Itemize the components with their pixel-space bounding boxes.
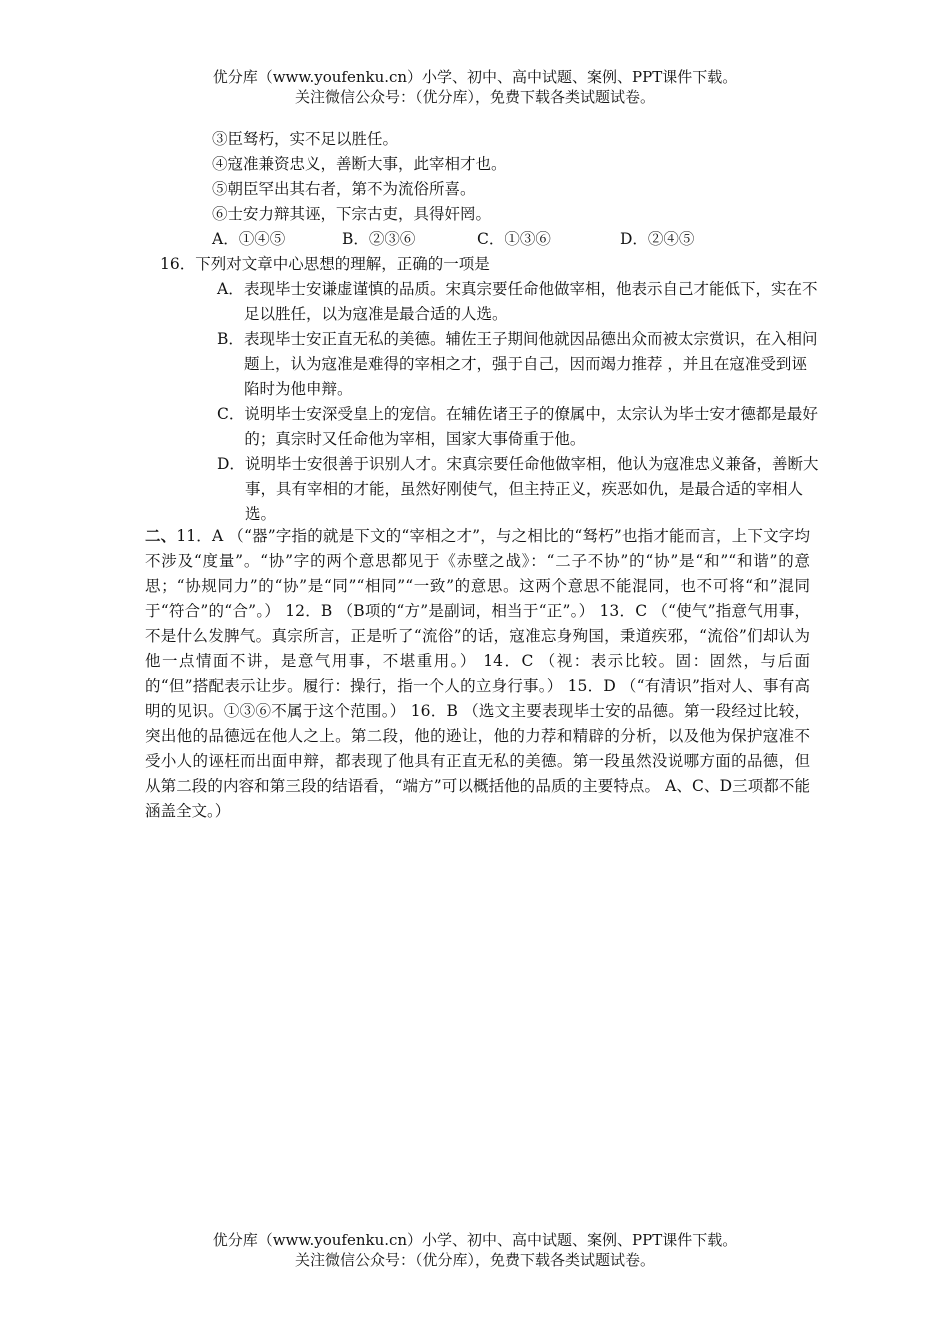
q16-option-d: [217, 452, 820, 527]
answer-text: 11．A （“器”字指的就是下文的“宰相之才”，与之相比的“驽朽”也指才能而言，上下文字均不涉及“度量”。“协”字的两个意思都见于《赤壁之战》：“二子不协”的“协”是“和”“和谐”的意思；“协规同力”的“协”是“同”“相同”“一致”的意思。这两个意思不能混同，也不可将“和”混同于“符合”的“合”。） 12．B （B项的“方”是副词，相当于“正”。） 13．C （“使气”指意气用事，不是什么发脾气。真宗所言，正是听了“流俗”的话，寇准忘身殉国，秉道疾邪，“流俗”们却认为他一点情面不讲，是意气用事，不堪重用。） 14．C （视：表示比较。固：固然，与后面的“但”搭配表示让步。履行：操行，指一个人的立身行事。） 15．D （“有清识”指对人、事有高明的见识。①③⑥不属于这个范围。） 16．B （选文主要表现毕士安的品德。第一段经过比较，突出他的品德远在他人之上。第二段，他的逊让，他的力荐和精辟的分析，以及他为保护寇准不受小人的诬枉而出面申辩，都表现了他具有正直无私的美德。第一段虽然没说哪方面的品德，但从第二段的内容和第三段的结语看，“端方”可以概括他的品质的主要特点。 A、C、D三项都不能涵盖全文。）: [145, 527, 810, 820]
q15-choices: [212, 227, 852, 252]
q15-item: ⑥士安力辩其诬，下宗古吏，具得奸罔。: [212, 205, 492, 223]
q15-item: ⑤朝臣罕出其右者，第不为流俗所喜。: [212, 180, 476, 198]
q16-option-c: [217, 402, 820, 452]
option-label: D．: [217, 455, 245, 473]
option-text: 说明毕士安深受皇上的宠信。在辅佐诸王子的僚属中，太宗认为毕士安才德都是最好的；真宗时又任命他为宰相，国家大事倚重于他。: [244, 405, 818, 448]
header-line-2: 关注微信公众号：（优分库），免费下载各类试题试卷。: [294, 88, 655, 106]
q15-choice-d: D．②④⑤: [620, 230, 695, 248]
question-16: [160, 252, 820, 527]
q15-choice-c: C．①③⑥: [477, 230, 551, 248]
q15-item: ④寇准兼资忠义，善断大事，此宰相才也。: [212, 155, 507, 173]
option-label: C．: [217, 405, 245, 423]
page-header: [0, 67, 950, 107]
option-text: 表现毕士安正直无私的美德。辅佐王子期间他就因品德出众而被太宗赏识，在入相问题上，认为寇准是难得的宰相之才，强于自己，因而竭力推荐 ，并且在寇准受到诬陷时为他申辩。: [244, 330, 818, 398]
q15-options: [212, 127, 852, 252]
q15-choice-b: B．②③⑥: [342, 230, 416, 248]
option-text: 表现毕士安谦虚谨慎的品质。宋真宗要任命他做宰相，他表示自己才能低下，实在不足以胜任，以为寇准是最合适的人选。: [244, 280, 818, 323]
footer-line-1: 优分库（www.youfenku.cn）小学、初中、高中试题、案例、PPT课件下载。: [212, 1231, 738, 1249]
question-16-stem: 16．下列对文章中心思想的理解，正确的一项是: [160, 255, 490, 273]
footer-line-2: 关注微信公众号：（优分库），免费下载各类试题试卷。: [294, 1251, 655, 1269]
option-text: 说明毕士安很善于识别人才。宋真宗要任命他做宰相，他认为寇准忠义兼备，善断大事，具有宰相的才能，虽然好刚使气，但主持正义，疾恶如仇，是最合适的宰相人选。: [244, 455, 819, 523]
q15-item: ③臣驽朽，实不足以胜任。: [212, 130, 399, 148]
header-line-1: 优分库（www.youfenku.cn）小学、初中、高中试题、案例、PPT课件下载。: [212, 68, 738, 86]
option-label: B．: [217, 330, 244, 348]
answer-key: [145, 523, 810, 824]
answer-section-label: 二、: [145, 526, 177, 545]
q15-choice-a: A．①④⑤: [212, 230, 286, 248]
q16-option-b: [217, 327, 820, 402]
page-footer: [0, 1230, 950, 1270]
q16-option-a: [217, 277, 820, 327]
option-label: A．: [217, 280, 244, 298]
